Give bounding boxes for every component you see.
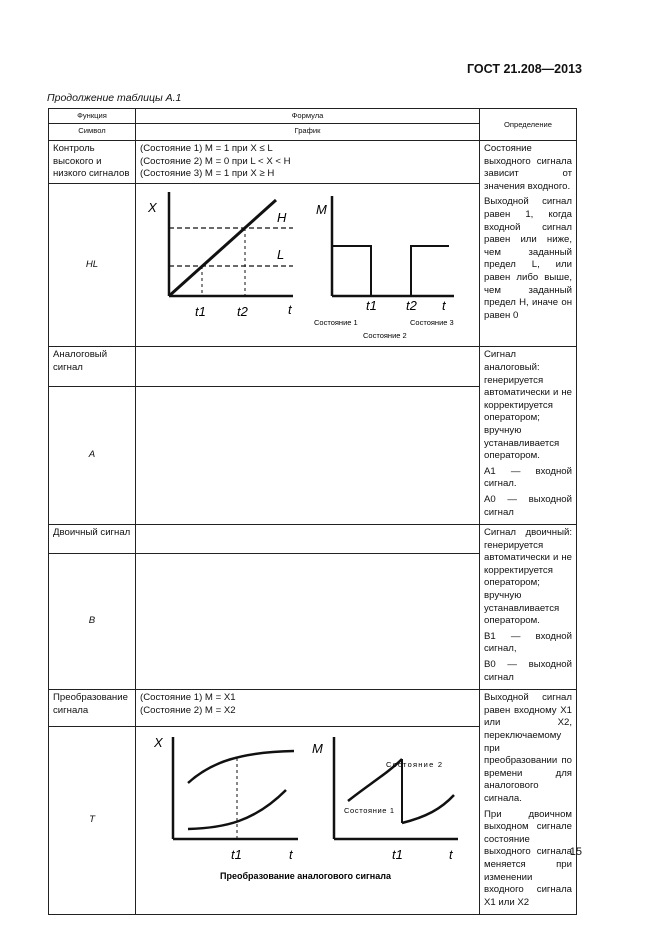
t-graph-cell [136, 727, 480, 915]
document-code: ГОСТ 21.208—2013 [466, 62, 582, 76]
a-formula [136, 347, 480, 387]
definition-paragraph: При двоичном выходном сигнале состояние выходного сигнала меняется при изменении входного сигнала X1 или X2 [484, 808, 572, 908]
definition-paragraph: A0 — выходной сигнал [484, 493, 572, 518]
hl-formula-line: (Состояние 2) M = 0 при L < X < H [140, 155, 291, 167]
hl-state3-label: Состояние 3 [410, 317, 454, 327]
t-x-axis-label: X [154, 735, 163, 751]
definition-paragraph: A1 — входной сигнал. [484, 465, 572, 490]
t-definition [480, 690, 577, 915]
hl-formula-line: (Состояние 3) M = 1 при X ≥ H [140, 168, 275, 180]
t-m-axis-label: M [312, 741, 323, 757]
definition-paragraph: Состояние выходного сигнала зависит от значения входного. [484, 143, 572, 192]
t-t-label: t [289, 847, 293, 863]
t-formula-line: (Состояние 1) M = X1 [140, 692, 236, 704]
definition-paragraph: B1 — входной сигнал, [484, 630, 572, 655]
hl-t2-label: t2 [406, 297, 417, 313]
header-formula: Формула [136, 109, 480, 124]
definition-paragraph: Выходной сигнал равен входному X1 или X2, переключаемому при преобразовании по времени для аналогового сигнала. [484, 692, 572, 804]
hl-h-label: H [277, 209, 287, 225]
hl-m-axis-label: M [316, 201, 327, 217]
t-t-label: t [449, 847, 453, 863]
header-function: Функция [49, 109, 136, 124]
hl-t2-label: t2 [237, 303, 248, 319]
header-symbol: Символ [49, 124, 136, 141]
t-formula [136, 690, 480, 727]
t-state2-label: Состояние 2 [386, 760, 442, 770]
a-graph-cell [136, 387, 480, 525]
page-number: 15 [569, 846, 582, 858]
definition-paragraph: Сигнал аналоговый: генерируется автоматически и не корректируется оператором; вручную устанавливается оператором. [484, 349, 572, 462]
hl-formula [136, 141, 480, 184]
b-symbol: B [49, 553, 136, 689]
t-graph-caption: Преобразование аналогового сигнала [220, 871, 391, 882]
t-t1-label: t1 [231, 847, 242, 863]
definition-paragraph: Выходной сигнал равен 1, когда входной сигнал равен или ниже, чем заданный предел L, или равен либо выше, чем заданный предел H, иначе он равен 0 [484, 196, 572, 321]
definition-paragraph: Сигнал двоичный: генерируется автоматически и не корректируется оператором; вручную устанавливается оператором. [484, 527, 572, 627]
row-t-function [49, 690, 577, 727]
hl-state2-label: Состояние 2 [363, 330, 407, 340]
hl-symbol: HL [49, 183, 136, 347]
a-symbol: A [49, 387, 136, 525]
t-symbol: T [49, 727, 136, 915]
header-graph: График [136, 124, 480, 141]
b-graph-cell [136, 553, 480, 689]
b-function: Двоичный сигнал [49, 525, 136, 554]
definition-paragraph: B0 — выходной сигнал [484, 659, 572, 683]
a-definition [480, 347, 577, 525]
hl-t1-label: t1 [195, 303, 206, 319]
t-graph [136, 727, 480, 885]
hl-graph-cell [136, 183, 480, 347]
a-function: Аналоговый сигнал [49, 347, 136, 387]
hl-t1-label: t1 [366, 297, 377, 313]
hl-formula-line: (Состояние 1) M = 1 при X ≤ L [140, 143, 273, 154]
t-function: Преобразование сигнала [49, 690, 136, 727]
hl-definition [480, 141, 577, 347]
hl-state1-label: Состояние 1 [314, 317, 358, 327]
hl-graph [136, 184, 480, 342]
functions-table [48, 108, 577, 915]
header-definition: Определение [480, 109, 577, 141]
table-continuation-title: Продолжение таблицы А.1 [47, 92, 182, 104]
hl-t-label: t [442, 297, 446, 313]
header-row-1 [49, 109, 577, 124]
t-formula-line: (Состояние 2) M = X2 [140, 704, 236, 716]
t-state1-label: Состояние 1 [344, 806, 394, 816]
row-hl-function [49, 141, 577, 184]
hl-l-label: L [277, 246, 285, 262]
hl-x-axis-label: X [148, 199, 157, 215]
hl-t-label: t [288, 301, 292, 317]
row-b-function [49, 525, 577, 554]
row-a-function [49, 347, 577, 387]
hl-function: Контроль высокого и низкого сигналов [49, 141, 136, 184]
b-definition [480, 525, 577, 690]
b-formula [136, 525, 480, 554]
t-t1-label: t1 [392, 847, 403, 863]
